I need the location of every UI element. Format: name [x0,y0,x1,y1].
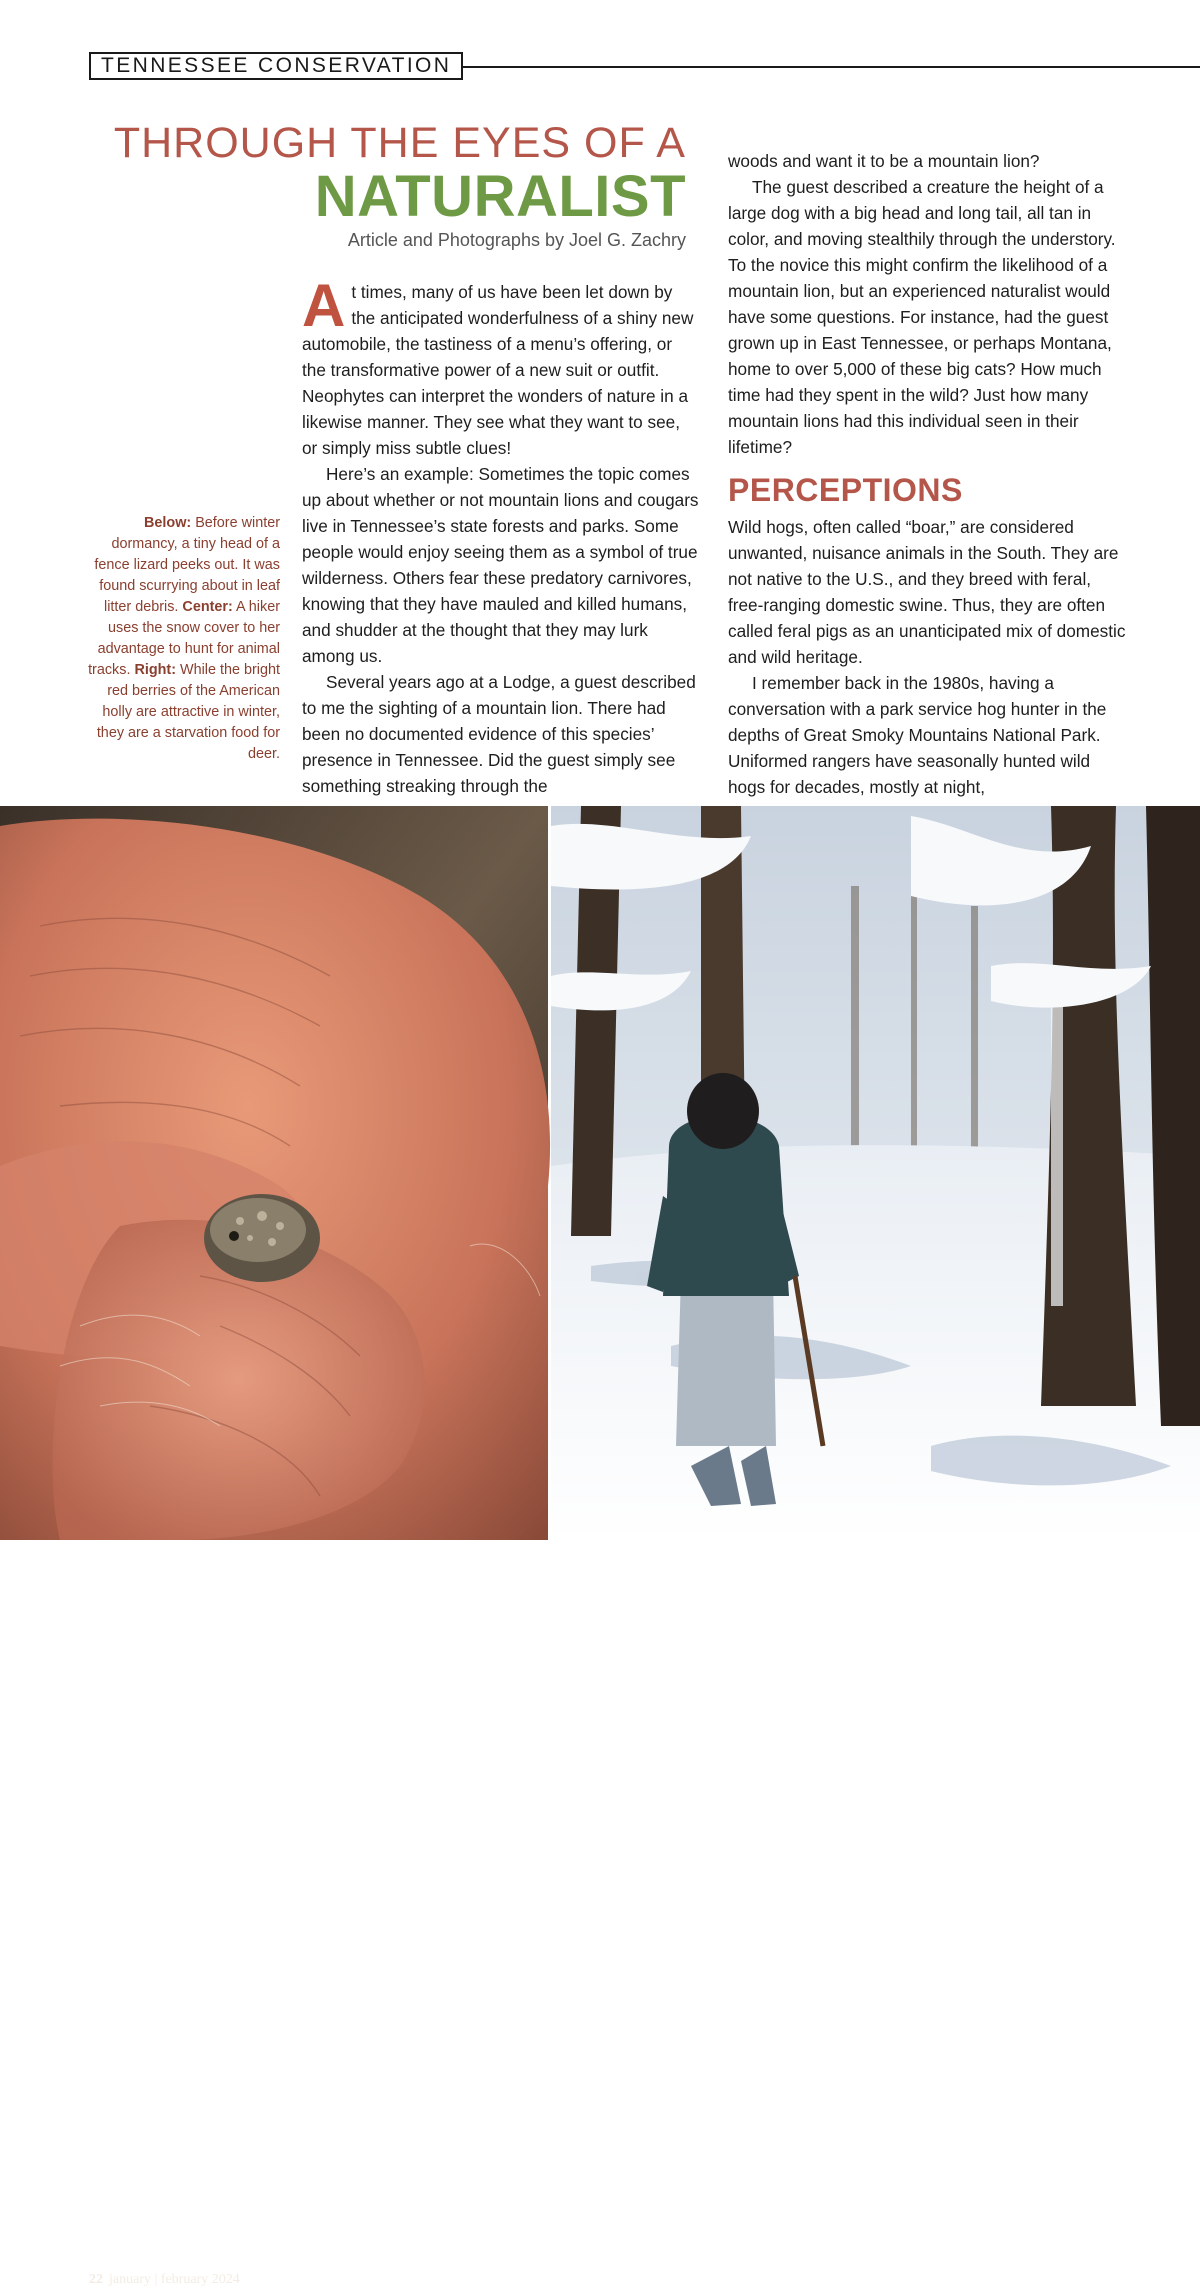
paragraph: Here’s an example: Sometimes the topic comes up about whether or not mountain lions and cougars live in Tennessee’s state forests and parks. Some people would enjoy seeing them as a symbol of true wilderness. Others fear these predatory carnivores, knowing that they have mauled and killed humans, and shudder at the thought that they may lurk among us. [302,464,699,666]
page-number: 22 [89,2272,103,2287]
paragraph: The guest described a creature the height of a large dog with a big head and long tail, all tan in color, and moving stealthily through the understory. To the novice this might confirm the likelihood of a mountain lion, but an experienced naturalist would have some questions. For instance, had the guest grown up in East Tennessee, or perhaps Montana, home to over 5,000 of these big cats? How much time had they spent in the wild? Just how many mountain lions had this individual seen in their lifetime? [728,177,1116,457]
section-label: TENNESSEE CONSERVATION [89,52,463,80]
caption-text-right: While the bright red berries of the American holly are attractive in winter, they are a starvation food for deer. [96,662,280,762]
article-column-right [728,148,1128,800]
section-rule [450,66,1200,68]
article-column-left [302,272,700,799]
caption-label-center: Center: [182,599,233,615]
caption-label-below: Below: [144,515,192,531]
lizard-photo-illustration [0,806,548,1540]
paragraph [302,272,700,461]
section-subhead: PERCEPTIONS [728,472,963,508]
paragraph: Wild hogs, often called “boar,” are considered unwanted, nuisance animals in the South. They are not native to the U.S., and they breed with feral, free-ranging domestic swine. Thus, they are often called feral pigs as an unanticipated mix of domestic and wild heritage. [728,517,1126,667]
photo-caption [82,513,280,765]
caption-label-right: Right: [134,662,177,678]
caption-text-center: A hiker uses the snow cover to her advantage to hunt for animal tracks. [88,599,280,678]
paragraph-text: t times, many of us have been let down by the anticipated wonderfulness of a shiny new automobile, the tastiness of a menu’s offering, or the transformative power of a new suit or outfit. Neophytes can interpret the wonders of nature in a likewise manner. They see what they want to see, or simply miss subtle clues! [302,282,694,458]
paragraph: I remember back in the 1980s, having a conversation with a park service hog hunter in the depths of Great Smoky Mountains National Park. Uniformed rangers have seasonally hunted wild hogs for decades, mostly at night, [728,673,1107,797]
paragraph: woods and want it to be a mountain lion? [728,151,1040,171]
issue-date: january | february 2024 [109,2272,240,2287]
paragraph: Several years ago at a Lodge, a guest described to me the sighting of a mountain lion. There had been no documented evidence of this species’ presence in Tennessee. Did the guest simply see something streaking through the [302,672,696,796]
lizard-photo [0,806,548,2287]
article-title-line1: THROUGH THE EYES OF A [113,119,686,167]
hiker-snow-photo [551,806,1200,1540]
article-title-line2: NATURALIST [314,164,686,229]
drop-cap: A [302,272,346,339]
article-byline: Article and Photographs by Joel G. Zachry [347,230,686,250]
hiker-snow-illustration [551,806,1200,1540]
page-folio [89,2272,240,2288]
caption-text-below: Before winter dormancy, a tiny head of a fence lizard peeks out. It was found scurrying about in leaf litter debris. [94,515,280,615]
